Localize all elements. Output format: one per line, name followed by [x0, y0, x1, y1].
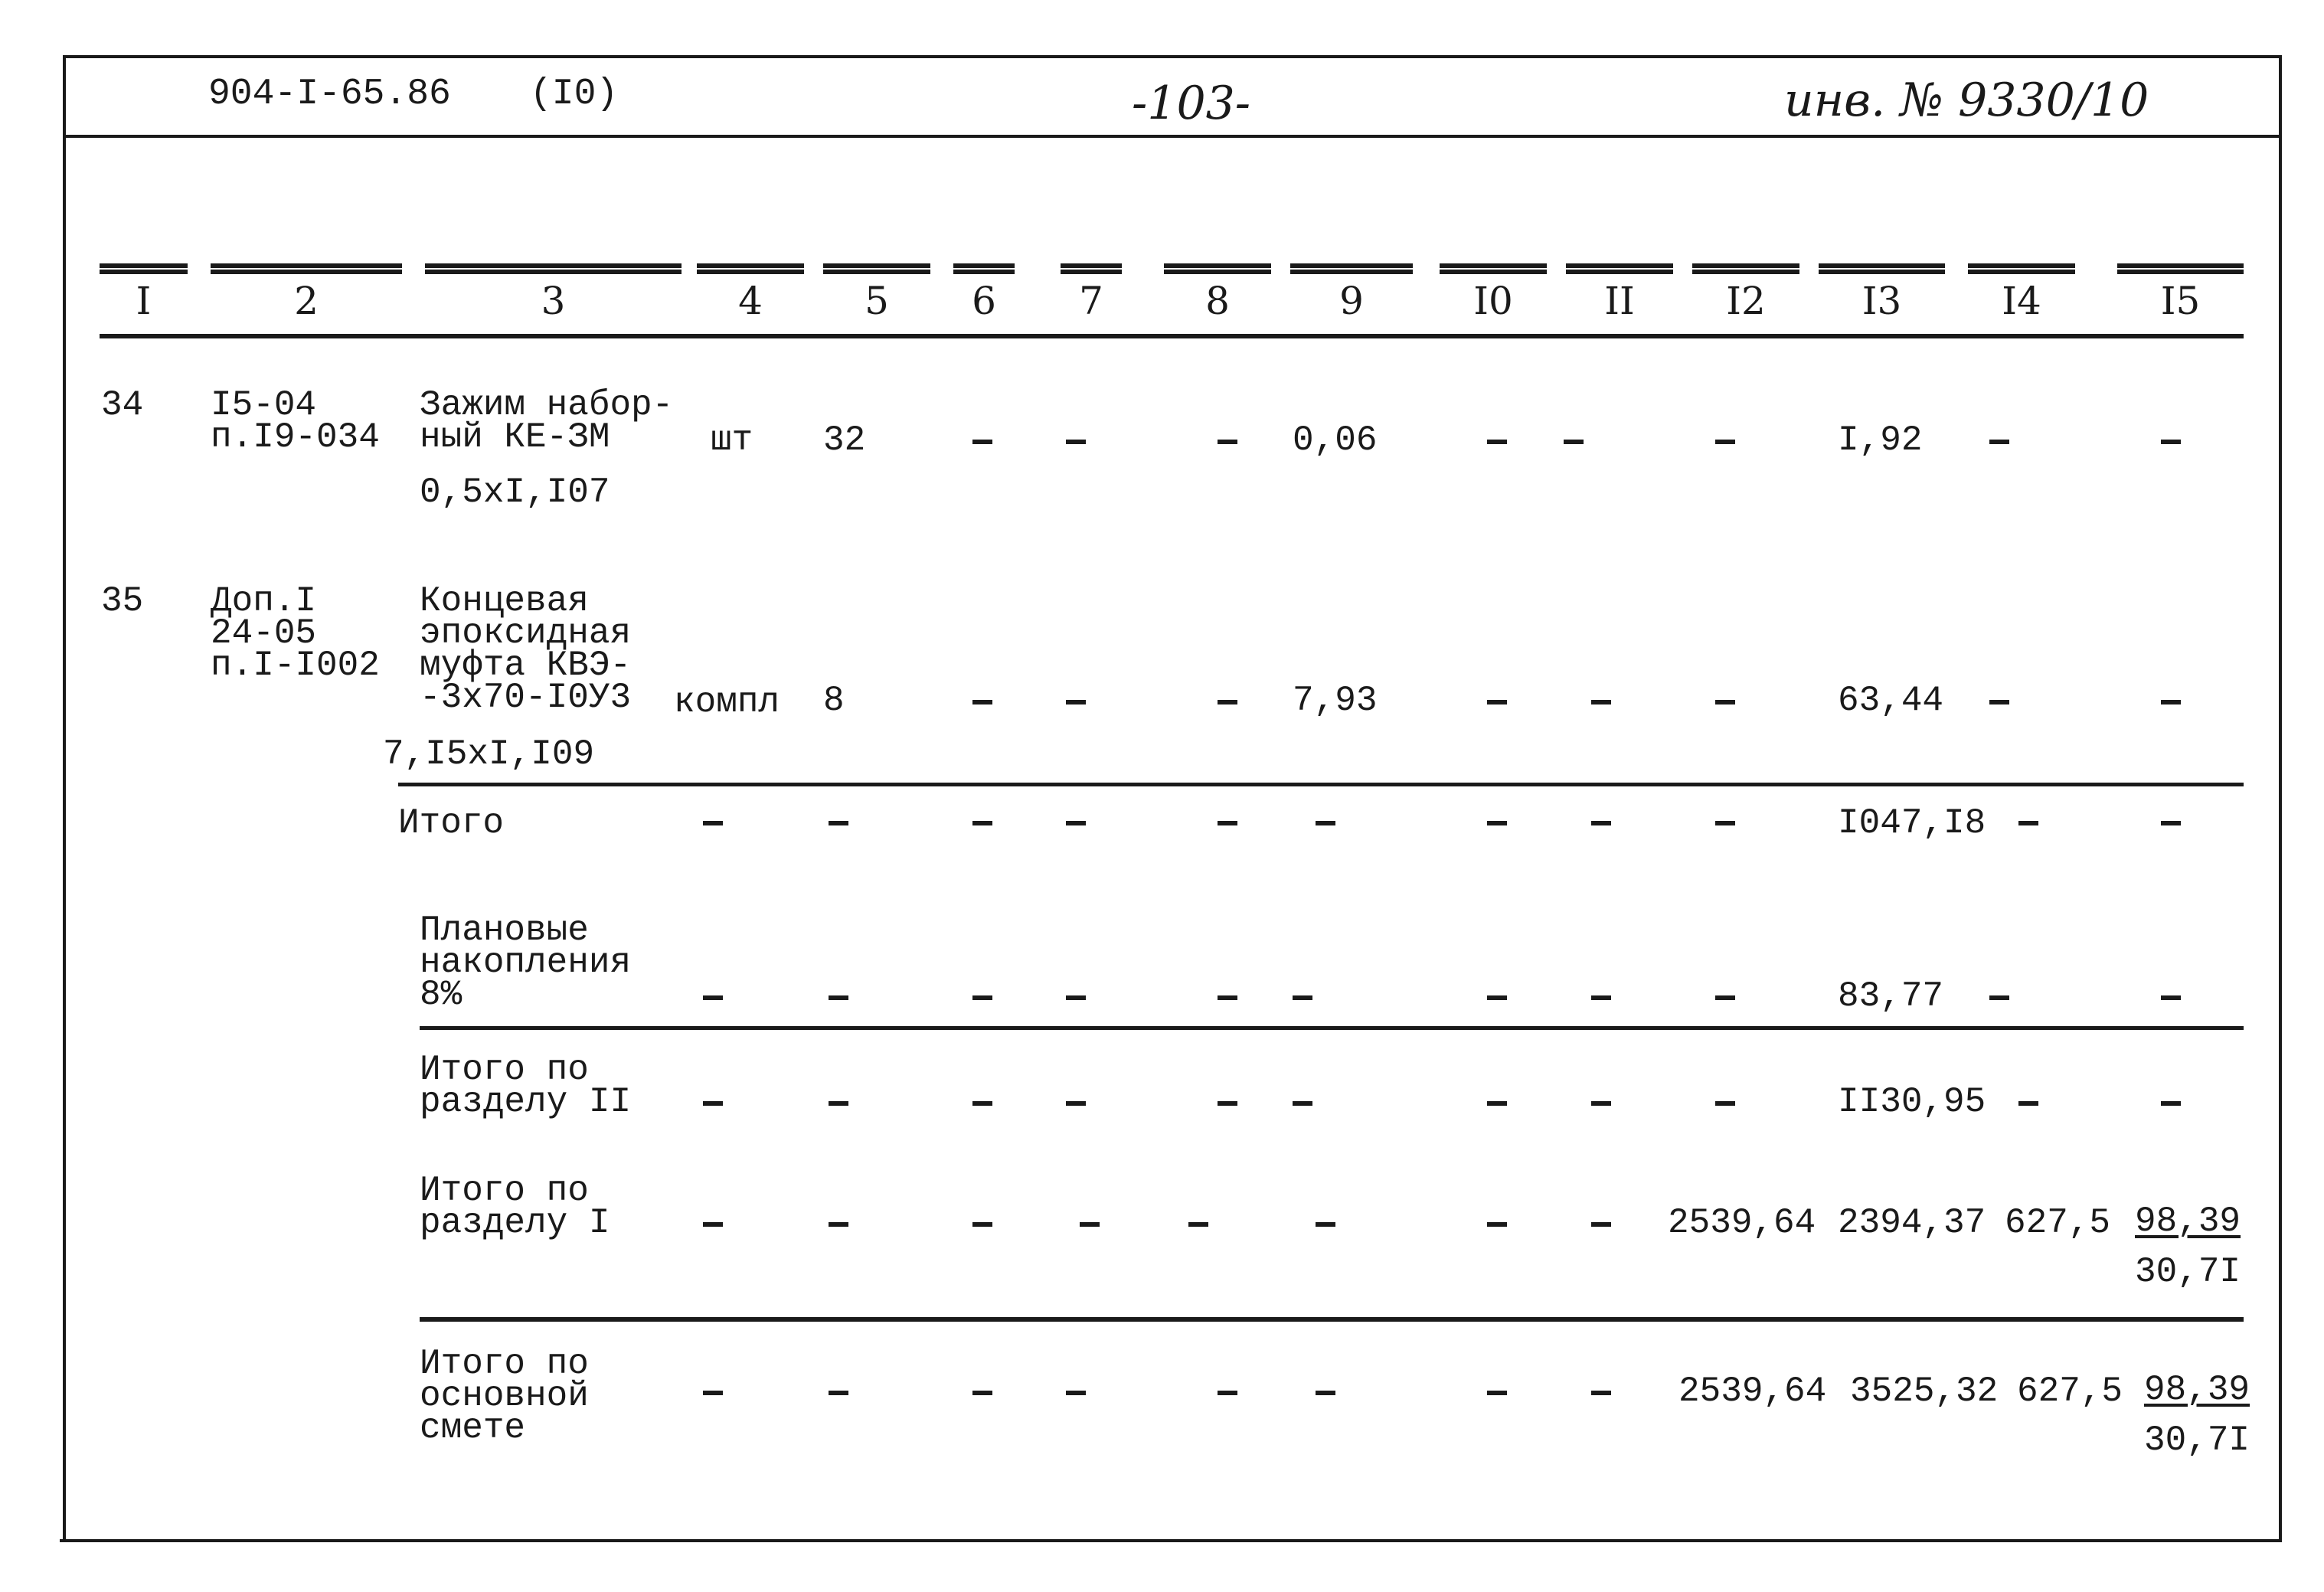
planned-c13: 83,77 — [1838, 976, 1944, 1016]
row34-dash-7 — [1066, 440, 1086, 444]
col-header-6: 6 — [972, 279, 996, 323]
section1-label-line2: разделу I — [420, 1203, 610, 1243]
row35-code-line3: п.I-I002 — [211, 646, 380, 685]
main-dash-11 — [1591, 1391, 1611, 1395]
col-rule-14 — [1968, 263, 2075, 274]
main-dash-4 — [703, 1391, 723, 1395]
col-rule-12 — [1692, 263, 1799, 274]
section1-dash-7 — [1080, 1222, 1100, 1227]
section2-dash-9 — [1293, 1101, 1312, 1106]
col-rule-2 — [211, 263, 402, 274]
itogo-dash-11 — [1591, 821, 1611, 825]
main-c15-bottom: 30,7I — [2144, 1420, 2250, 1460]
main-c12: 2539,64 — [1678, 1371, 1827, 1411]
section2-dash-14 — [2018, 1101, 2038, 1106]
row34-name-line1: Зажим набор- — [420, 385, 674, 425]
section1-dash-4 — [703, 1222, 723, 1227]
main-dash-8 — [1218, 1391, 1237, 1395]
section2-dash-15 — [2161, 1101, 2181, 1106]
col-rule-1 — [100, 263, 188, 274]
main-c15-top: 98,39 — [2144, 1370, 2250, 1410]
frame-bottom — [60, 1539, 2282, 1542]
row34-code-line1: I5-04 — [211, 385, 317, 425]
document-part: (I0) — [530, 74, 619, 115]
section2-label-line2: разделу II — [420, 1082, 632, 1122]
col-rule-3 — [425, 263, 682, 274]
row35-dash-14 — [1989, 700, 2009, 704]
itogo-dash-14 — [2018, 821, 2038, 825]
section1-c14: 627,5 — [2005, 1203, 2111, 1243]
section2-dash-11 — [1591, 1101, 1611, 1106]
itogo-dash-15 — [2161, 821, 2181, 825]
itogo-c13: I047,I8 — [1838, 803, 1986, 843]
row35-name-line3: муфта КВЭ- — [420, 646, 632, 685]
planned-label-line3: 8% — [420, 975, 463, 1015]
col-header-14: I4 — [2002, 279, 2041, 323]
section2-dash-10 — [1487, 1101, 1507, 1106]
planned-label-line1: Плановые — [420, 910, 589, 950]
col-header-9: 9 — [1339, 279, 1364, 323]
row35-dash-11 — [1591, 700, 1611, 704]
row34-coef: 0,5хI,I07 — [420, 472, 610, 512]
itogo-dash-12 — [1715, 821, 1735, 825]
main-label-line2: основной — [420, 1376, 589, 1416]
section2-dash-6 — [972, 1101, 992, 1106]
frame-top — [63, 55, 2282, 58]
row35-num: 35 — [101, 581, 144, 621]
row34-dash-15 — [2161, 440, 2181, 444]
col-rule-10 — [1440, 263, 1547, 274]
row35-dash-8 — [1218, 700, 1237, 704]
row35-name-line1: Концевая — [420, 581, 589, 621]
main-c13: 3525,32 — [1850, 1371, 1999, 1411]
inventory-number: инв. № 9330/10 — [1784, 74, 2149, 127]
row34-dash-14 — [1989, 440, 2009, 444]
section1-label-line1: Итого по — [420, 1171, 589, 1211]
planned-dash-9 — [1293, 995, 1312, 1000]
section2-c13: II30,95 — [1838, 1082, 1986, 1122]
planned-label-line2: накопления — [420, 943, 632, 982]
row35-dash-6 — [972, 700, 992, 704]
row34-dash-12 — [1715, 440, 1735, 444]
section2-dash-12 — [1715, 1101, 1735, 1106]
itogo-dash-10 — [1487, 821, 1507, 825]
col-rule-6 — [953, 263, 1015, 274]
section2-dash-7 — [1066, 1101, 1086, 1106]
main-dash-9 — [1316, 1391, 1335, 1395]
col-header-10: I0 — [1473, 279, 1513, 323]
col-header-11: II — [1604, 279, 1635, 323]
col-rule-5 — [823, 263, 930, 274]
row35-dash-12 — [1715, 700, 1735, 704]
main-label-line3: смете — [420, 1408, 526, 1448]
rule-before-itogo — [398, 783, 2244, 786]
row35-dash-15 — [2161, 700, 2181, 704]
main-dash-10 — [1487, 1391, 1507, 1395]
planned-dash-10 — [1487, 995, 1507, 1000]
row34-name-line2: ный КЕ-ЗМ — [420, 417, 610, 457]
planned-dash-15 — [2161, 995, 2181, 1000]
row35-name-line4: -3х70-I0У3 — [420, 678, 632, 718]
row34-c13: I,92 — [1838, 420, 1923, 460]
row34-qty: 32 — [823, 420, 866, 460]
section2-dash-8 — [1218, 1101, 1237, 1106]
itogo-dash-9 — [1316, 821, 1335, 825]
row35-c13: 63,44 — [1838, 681, 1944, 721]
main-dash-6 — [972, 1391, 992, 1395]
row34-dash-8 — [1218, 440, 1237, 444]
row34-num: 34 — [101, 385, 144, 425]
row34-dash-6 — [972, 440, 992, 444]
section2-label-line1: Итого по — [420, 1050, 589, 1090]
planned-dash-12 — [1715, 995, 1735, 1000]
section1-dash-10 — [1487, 1222, 1507, 1227]
col-header-1: I — [136, 279, 152, 323]
section1-c15-bottom: 30,7I — [2135, 1252, 2241, 1292]
rule-before-section2 — [420, 1026, 2244, 1030]
itogo-dash-6 — [972, 821, 992, 825]
col-header-5: 5 — [865, 279, 889, 323]
planned-dash-8 — [1218, 995, 1237, 1000]
header-separator — [63, 135, 2282, 138]
col-header-15: I5 — [2160, 279, 2201, 323]
col-header-12: I2 — [1726, 279, 1766, 323]
itogo-label: Итого — [398, 803, 505, 843]
frame-right — [2279, 55, 2282, 1541]
row34-unit: шт — [711, 420, 753, 460]
planned-dash-14 — [1989, 995, 2009, 1000]
row35-dash-7 — [1066, 700, 1086, 704]
section1-dash-5 — [829, 1222, 848, 1227]
col-rule-15 — [2117, 263, 2244, 274]
col-rule-7 — [1061, 263, 1122, 274]
col-header-3: 3 — [541, 279, 566, 323]
row34-dash-10 — [1487, 440, 1507, 444]
col-header-13: I3 — [1861, 279, 1902, 323]
header-bottom-rule — [100, 334, 2244, 338]
section2-dash-5 — [829, 1101, 848, 1106]
col-rule-9 — [1290, 263, 1413, 274]
col-rule-4 — [697, 263, 804, 274]
planned-dash-4 — [703, 995, 723, 1000]
itogo-dash-7 — [1066, 821, 1086, 825]
section1-c15-top: 98,39 — [2135, 1201, 2241, 1241]
section1-dash-11 — [1591, 1222, 1611, 1227]
col-rule-13 — [1819, 263, 1945, 274]
main-dash-7 — [1066, 1391, 1086, 1395]
frame-left — [63, 55, 66, 1541]
row34-code-line2: п.I9-034 — [211, 417, 380, 457]
main-c14: 627,5 — [2017, 1371, 2123, 1411]
section1-c12: 2539,64 — [1668, 1203, 1816, 1243]
page-number: -103- — [1132, 77, 1251, 130]
col-header-4: 4 — [738, 279, 763, 323]
section1-dash-6 — [972, 1222, 992, 1227]
col-header-7: 7 — [1079, 279, 1103, 323]
col-header-2: 2 — [294, 279, 319, 323]
planned-dash-7 — [1066, 995, 1086, 1000]
itogo-dash-8 — [1218, 821, 1237, 825]
section2-dash-4 — [703, 1101, 723, 1106]
row35-c9: 7,93 — [1293, 681, 1378, 721]
col-rule-8 — [1164, 263, 1271, 274]
section1-c13: 2394,37 — [1838, 1203, 1986, 1243]
row35-qty: 8 — [823, 681, 845, 721]
row35-code-line2: 24-05 — [211, 613, 317, 653]
main-label-line1: Итого по — [420, 1344, 589, 1384]
planned-dash-6 — [972, 995, 992, 1000]
row35-coef: 7,I5хI,I09 — [383, 734, 595, 774]
rule-before-main — [420, 1317, 2244, 1322]
col-header-8: 8 — [1205, 279, 1230, 323]
section1-dash-9 — [1316, 1222, 1335, 1227]
main-dash-5 — [829, 1391, 848, 1395]
planned-dash-11 — [1591, 995, 1611, 1000]
planned-dash-5 — [829, 995, 848, 1000]
itogo-dash-4 — [703, 821, 723, 825]
row34-dash-11 — [1564, 440, 1584, 444]
row35-unit: компл — [674, 682, 780, 722]
row34-c9: 0,06 — [1293, 420, 1378, 460]
col-rule-11 — [1566, 263, 1673, 274]
row35-code-line1: Доп.I — [211, 581, 317, 621]
section1-dash-8 — [1188, 1222, 1208, 1227]
itogo-dash-5 — [829, 821, 848, 825]
row35-name-line2: эпоксидная — [420, 613, 632, 653]
row35-dash-10 — [1487, 700, 1507, 704]
document-code: 904-I-65.86 — [208, 74, 451, 115]
